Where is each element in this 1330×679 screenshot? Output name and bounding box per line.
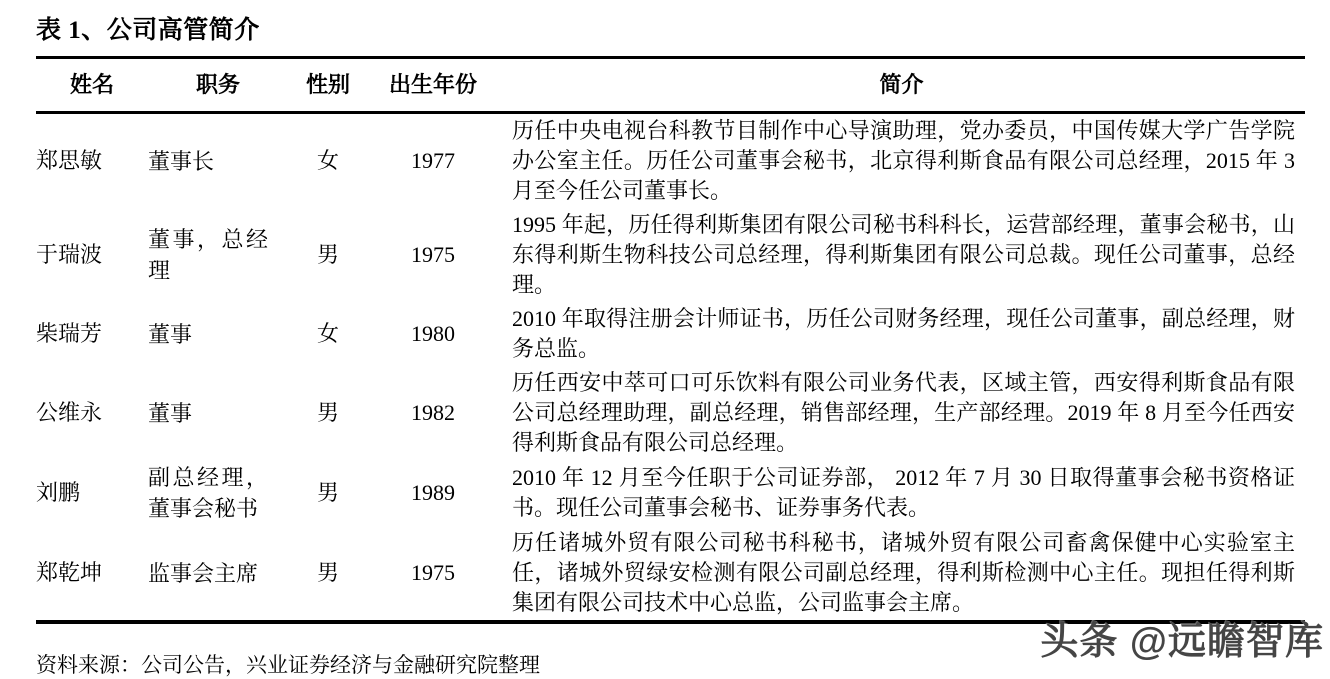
table-body <box>36 113 1305 623</box>
exec-position: 副总经理，董事会秘书 <box>148 465 268 521</box>
exec-name: 郑思敏 <box>36 148 103 173</box>
executives-table <box>36 56 1305 624</box>
exec-position: 监事会主席 <box>148 560 259 586</box>
exec-position: 董事，总经理 <box>148 227 268 283</box>
col-header-position: 职务 <box>148 58 288 113</box>
col-header-birth-year: 出生年份 <box>368 58 498 113</box>
exec-birth-year: 1977 <box>411 148 455 173</box>
exec-bio: 历任中央电视台科教节目制作中心导演助理，党办委员，中国传媒大学广告学院办公室主任。历任公司董事会秘书，北京得利斯食品有限公司总经理，2015 年 3 月至今任公司董事长。 <box>512 118 1295 203</box>
col-header-bio: 简介 <box>498 58 1305 113</box>
exec-gender: 女 <box>316 321 339 346</box>
exec-position: 董事 <box>148 400 193 426</box>
exec-name: 公维永 <box>36 400 103 425</box>
exec-name: 柴瑞芳 <box>36 321 103 346</box>
exec-name: 刘鹏 <box>36 480 81 505</box>
table-row <box>36 526 1305 622</box>
exec-birth-year: 1982 <box>411 400 455 425</box>
exec-gender: 男 <box>316 560 339 585</box>
table-row <box>36 302 1305 366</box>
exec-bio: 历任诸城外贸有限公司秘书科秘书，诸城外贸有限公司畜禽保健中心实验室主任，诸城外贸绿安检测有限公司副总经理，得利斯检测中心主任。现担任得利斯集团有限公司技术中心总监，公司监事会主席。 <box>512 530 1295 615</box>
exec-position: 董事 <box>148 321 193 347</box>
exec-position: 董事长 <box>148 148 215 174</box>
table-row <box>36 460 1305 526</box>
exec-bio: 1995 年起，历任得利斯集团有限公司秘书科科长，运营部经理，董事会秘书，山东得利斯生物科技公司总经理，得利斯集团有限公司总裁。现任公司董事，总经理。 <box>512 212 1295 297</box>
table-row <box>36 366 1305 460</box>
exec-gender: 女 <box>316 148 339 173</box>
table-row <box>36 208 1305 302</box>
exec-birth-year: 1975 <box>411 242 455 267</box>
exec-gender: 男 <box>316 400 339 425</box>
exec-birth-year: 1980 <box>411 321 455 346</box>
exec-bio: 历任西安中萃可口可乐饮料有限公司业务代表，区域主管，西安得利斯食品有限公司总经理助理，副总经理，销售部经理，生产部经理。2019 年 8 月至今任西安得利斯食品有限公司总经理。 <box>512 370 1295 455</box>
table-row <box>36 113 1305 209</box>
exec-gender: 男 <box>316 480 339 505</box>
watermark: 头条 @远瞻智库 <box>1040 621 1324 663</box>
exec-birth-year: 1975 <box>411 560 455 585</box>
col-header-name: 姓名 <box>36 58 148 113</box>
table-title: 表 1、公司高管简介 <box>36 17 260 44</box>
exec-name: 郑乾坤 <box>36 560 103 585</box>
exec-birth-year: 1989 <box>411 480 455 505</box>
source-note: 资料来源：公司公告，兴业证券经济与金融研究院整理 <box>36 653 540 677</box>
exec-gender: 男 <box>316 242 339 267</box>
exec-name: 于瑞波 <box>36 242 103 267</box>
exec-bio: 2010 年取得注册会计师证书，历任公司财务经理，现任公司董事，副总经理，财务总监。 <box>512 306 1295 361</box>
exec-bio: 2010 年 12 月至今任职于公司证券部， 2012 年 7 月 30 日取得董事会秘书资格证书。现任公司董事会秘书、证券事务代表。 <box>512 465 1295 520</box>
table-header-row <box>36 58 1305 113</box>
col-header-gender: 性别 <box>288 58 368 113</box>
